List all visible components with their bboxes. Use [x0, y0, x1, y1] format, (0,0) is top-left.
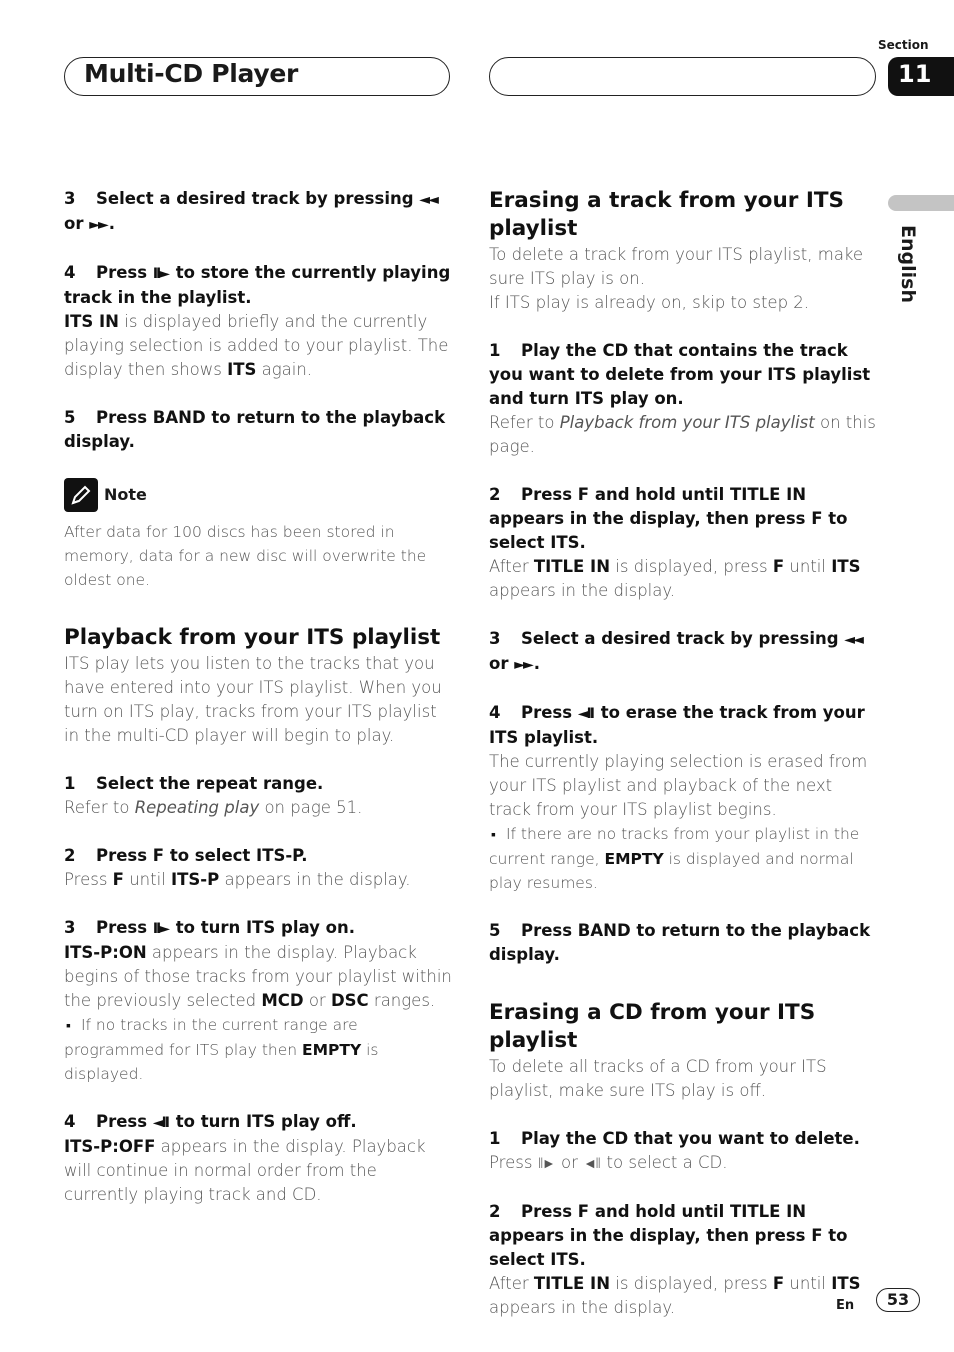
- bullet-note-empty: ▪ If no tracks in the current range are programmed for ITS play then EMPTY is displayed.: [64, 1013, 452, 1086]
- right-column: [489, 187, 877, 1320]
- playback-intro: ITS play lets you listen to the tracks that you have entered into your ITS playlist. When you turn on ITS play, tracks from your ITS playlist in the multi-CD player will begin to play.: [64, 654, 442, 745]
- step-press-band: [489, 919, 877, 967]
- fast-forward-icon: ►►: [514, 657, 532, 673]
- step-press: Press: [96, 1112, 148, 1131]
- step-text: Play the CD that you want to delete.: [521, 1129, 860, 1148]
- rewind-icon: ◄◄: [844, 632, 862, 648]
- step-number: 4: [64, 1112, 76, 1131]
- step-play-cd: [489, 339, 877, 411]
- step-number: 5: [489, 921, 501, 940]
- pause-back-icon: ◄II: [577, 706, 594, 722]
- step-select-track: [64, 187, 452, 237]
- step-text: to erase the track from your ITS playlist.: [489, 703, 865, 747]
- note-label: Note: [104, 485, 147, 504]
- step-select-repeat: [64, 772, 452, 796]
- fast-forward-icon: ►►: [89, 217, 107, 233]
- step-press: Press: [521, 703, 573, 722]
- step-number: 1: [489, 341, 501, 360]
- bullet-note-empty: ▪ If there are no tracks from your playlist in the current range, EMPTY is displayed and normal play resumes.: [489, 822, 877, 895]
- step-text: Select a desired track by pressing: [521, 629, 839, 648]
- pause-back-icon: ◄II: [583, 1156, 600, 1172]
- step-number: 3: [489, 629, 501, 648]
- note-text: After data for 100 discs has been stored in memory, data for a new disc will overwrite the oldest one.: [64, 523, 427, 589]
- step-select-track-erase: [489, 627, 877, 677]
- step-hold-f-body: After TITLE IN is displayed, press F until ITS appears in the display.: [489, 557, 861, 600]
- play-pause-icon: II►: [152, 921, 169, 937]
- step-erase-track-body: The currently playing selection is erased from your ITS playlist and playback of the next track from your ITS playlist begins.: [489, 752, 868, 819]
- step-text: Play the CD that contains the track you want to delete from your ITS playlist and turn ITS play on.: [489, 341, 871, 408]
- step-press: Press: [96, 263, 148, 282]
- step-store-track: [64, 261, 452, 310]
- step-text: Press F and hold until TITLE IN appears in the display, then press F to select ITS.: [489, 485, 848, 552]
- step-text: Press BAND to return to the playback display.: [489, 921, 871, 964]
- rewind-icon: ◄◄: [419, 192, 437, 208]
- section-heading-erase-track: Erasing a track from your ITS playlist: [489, 188, 845, 241]
- step-erase-track: [489, 701, 877, 750]
- step-select-itsp: [64, 844, 452, 868]
- footer-language: En: [836, 1298, 855, 1313]
- step-text: Select a desired track by pressing: [96, 189, 414, 208]
- step-select-repeat-body: Refer to Repeating play on page 51.: [64, 798, 363, 817]
- step-number: 1: [489, 1129, 501, 1148]
- step-number: 4: [489, 703, 501, 722]
- step-store-track-body: ITS IN is displayed briefly and the currently playing selection is added to your playlist. The display then shows ITS again.: [64, 312, 449, 379]
- section-heading-playback: Playback from your ITS playlist: [64, 625, 441, 650]
- step-text: Select the repeat range.: [96, 774, 324, 793]
- step-text: to turn ITS play off.: [175, 1112, 357, 1131]
- step-period: .: [533, 654, 541, 673]
- step-its-play-off-body: ITS-P:OFF appears in the display. Playback will continue in normal order from the currently playing track and CD.: [64, 1137, 426, 1204]
- step-hold-f-cd-body: After TITLE IN is displayed, press F until ITS appears in the display.: [489, 1274, 861, 1317]
- step-number: 3: [64, 189, 76, 208]
- step-text-or: or: [64, 214, 84, 233]
- step-number: 3: [64, 918, 76, 937]
- page-number: 53: [876, 1288, 920, 1312]
- step-its-play-on-body: ITS-P:ON appears in the display. Playback begins of those tracks from your playlist within the previously selected MCD or DSC ranges.: [64, 943, 452, 1010]
- step-play-cd-body: Refer to Playback from your ITS playlist on this page.: [489, 413, 876, 456]
- header-blank-frame: [489, 57, 876, 96]
- page-title: Multi-CD Player: [84, 59, 299, 88]
- step-select-itsp-body: Press F until ITS-P appears in the display.: [64, 870, 411, 889]
- play-pause-icon: II►: [537, 1156, 554, 1172]
- step-hold-f-cd: [489, 1200, 877, 1272]
- step-text: Press F and hold until TITLE IN appears in the display, then press F to select ITS.: [489, 1202, 848, 1269]
- left-column: [64, 187, 452, 1207]
- section-heading-erase-cd: Erasing a CD from your ITS playlist: [489, 1000, 816, 1053]
- step-text: to store the currently playing track in the playlist.: [64, 263, 451, 307]
- step-press: Press: [96, 918, 148, 937]
- erase-track-intro-2: If ITS play is already on, skip to step 2.: [489, 293, 810, 312]
- step-number: 5: [64, 408, 76, 427]
- step-its-play-off: [64, 1110, 452, 1135]
- step-number: 2: [489, 485, 501, 504]
- pause-back-icon: ◄II: [152, 1115, 169, 1131]
- step-number: 2: [489, 1202, 501, 1221]
- language-label: English: [897, 225, 919, 303]
- erase-cd-intro: To delete all tracks of a CD from your ITS playlist, make sure ITS play is off.: [489, 1057, 827, 1100]
- step-text: Press F to select ITS-P.: [96, 846, 308, 865]
- step-period: .: [108, 214, 116, 233]
- step-text-or: or: [489, 654, 509, 673]
- play-pause-icon: II►: [152, 266, 169, 282]
- step-play-cd-delete: [489, 1127, 877, 1151]
- step-number: 4: [64, 263, 76, 282]
- step-its-play-on: [64, 916, 452, 941]
- step-play-cd-delete-body: Press II► or ◄II to select a CD.: [489, 1153, 728, 1172]
- section-label: Section: [878, 38, 929, 52]
- erase-track-intro-1: To delete a track from your ITS playlist, make sure ITS play is on.: [489, 245, 864, 288]
- step-text: to turn ITS play on.: [175, 918, 355, 937]
- step-number: 2: [64, 846, 76, 865]
- note-pencil-icon: [64, 478, 98, 512]
- step-number: 1: [64, 774, 76, 793]
- step-press-band: [64, 406, 452, 454]
- section-number-tab: 11: [888, 57, 954, 96]
- step-text: Press BAND to return to the playback display.: [64, 408, 446, 451]
- language-tab-bar: [888, 195, 954, 211]
- step-hold-f: [489, 483, 877, 555]
- note-header: [64, 478, 452, 512]
